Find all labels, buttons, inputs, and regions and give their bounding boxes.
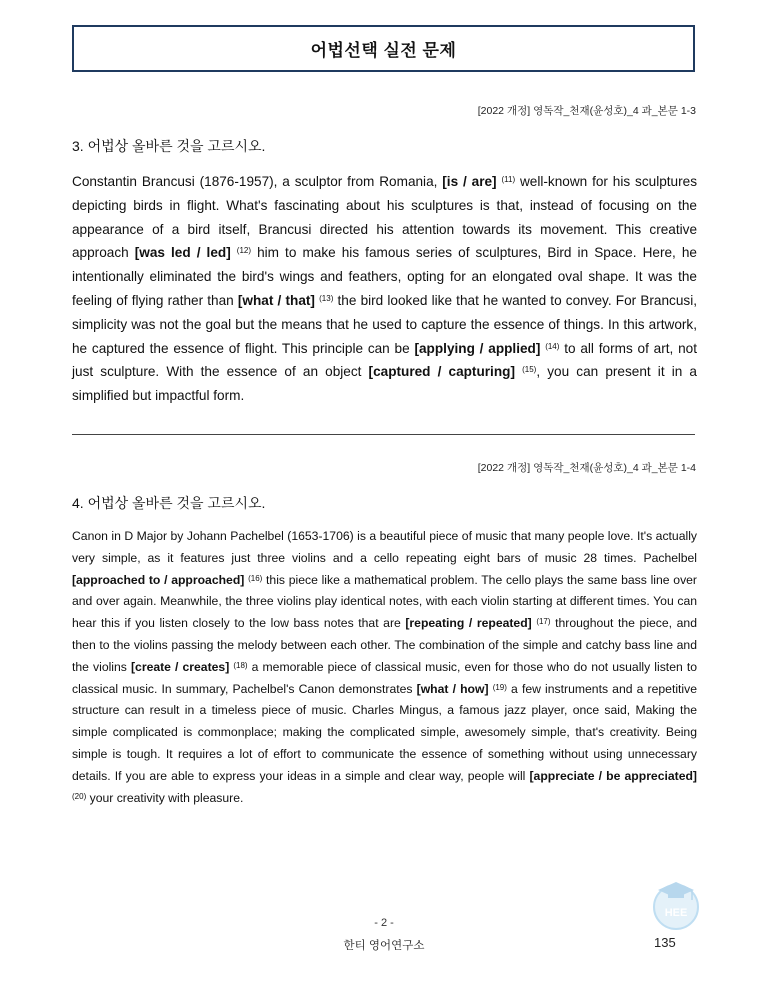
- choice-number-13: (13): [319, 293, 334, 303]
- choice-17: [repeating / repeated]: [405, 616, 532, 631]
- passage-text: the bird looked like that he wanted to convey. For Brancusi, simplicity was not the goal but the means that he used to capture the essence of things. In this artwork, he captured the essence of flight. This principle can be: [72, 292, 697, 356]
- footer-label: 한티 영어연구소: [343, 940, 425, 952]
- choice-number-11: (11): [501, 175, 516, 184]
- choice-number-17: (17): [536, 617, 551, 627]
- choice-number-18: (18): [233, 660, 248, 670]
- passage-text: a few instruments and a repetitive structure can result in a timeless piece of music. Charles Mingus, a famous jazz player, once said, Making the simple complicated is commonplace; making the complicated simple, awesomely simple, that's creativity. Being simple is tough. It requires a lot of effort to communicate the essence of something without using unnecessary details. If you are able to express your ideas in a simple and clear way, people will: [72, 681, 698, 783]
- page-count: 135: [654, 935, 676, 950]
- passage-text: to all forms of art, not just sculpture. With the essence of an object: [72, 340, 698, 380]
- page-number: - 2 -: [374, 917, 394, 929]
- passage-text: Canon in D Major by Johann Pachelbel (1653-1706) is a beautiful piece of music that many people love. It's actually very simple, as it features just three violins and a cello repeating eight bars of music 28 times. Pachelbel: [72, 529, 697, 565]
- question-4-source: [2022 개정] 영독작_천재(윤성호)_4 과_본문 1-4: [477, 462, 696, 474]
- choice-13: [what / that]: [237, 292, 315, 308]
- choice-number-14: (14): [545, 341, 560, 351]
- passage-text: Constantin Brancusi (1876-1957), a sculptor from Romania,: [72, 174, 443, 189]
- choice-19: [what / how]: [416, 681, 489, 696]
- choice-15: [captured / capturing]: [368, 364, 515, 380]
- choice-14: [applying / applied]: [414, 340, 541, 356]
- passage-text: him to make his famous series of sculptures, Bird in Space. Here, he intentionally eliminated the bird's wings and feathers, opting for an elongated oval shape. It was the feeling of flying rather than: [72, 245, 697, 308]
- question-3-passage: [72, 170, 697, 408]
- passage-text: throughout the piece, and then to the violins passing the melody between each other. The combination of the simple and catchy bass line and the violins: [72, 616, 697, 674]
- choice-number-19: (19): [492, 682, 507, 692]
- choice-20: [appreciate / be appreciated]: [529, 768, 697, 783]
- question-3-source: [2022 개정] 영독작_천재(윤성호)_4 과_본문 1-3: [477, 105, 696, 117]
- question-4-passage: [72, 526, 697, 809]
- passage-text: a memorable piece of classical music, even for those who do not usually listen to classical music. In summary, Pachelbel's Canon demonstrates: [72, 659, 697, 696]
- choice-number-15: (15): [522, 365, 537, 375]
- page-title: 어법선택 실전 문제: [72, 25, 695, 72]
- passage-text: , you can present it in a simplified but impactful form.: [72, 364, 697, 404]
- choice-12: [was led / led]: [134, 245, 231, 261]
- choice-number-20: (20): [72, 791, 87, 801]
- question-4-heading: 4. 어법상 올바른 것을 고르시오.: [72, 495, 266, 511]
- choice-number-12: (12): [236, 246, 252, 256]
- section-divider: [72, 434, 695, 435]
- choice-16: [approached to / approached]: [72, 572, 245, 587]
- passage-text: well-known for his sculptures depicting birds in flight. What's fascinating about his sculptures is that, instead of focusing on the appearance of a bird itself, Brancusi directed his attention towards its movement. This creative approach: [72, 174, 697, 261]
- choice-number-16: (16): [248, 573, 263, 583]
- question-3-heading: 3. 어법상 올바른 것을 고르시오.: [72, 138, 266, 154]
- passage-text: this piece like a mathematical problem. The cello plays the same bass line over and over again. Meanwhile, the three violins play identical notes, with each violin starting at different times. You can hear this if you listen closely to the low bass notes that are: [72, 572, 697, 631]
- choice-11: [is / are]: [442, 174, 497, 189]
- logo-text: HEE: [664, 907, 688, 919]
- choice-18: [create / creates]: [130, 659, 230, 674]
- passage-text: your creativity with pleasure.: [86, 790, 244, 805]
